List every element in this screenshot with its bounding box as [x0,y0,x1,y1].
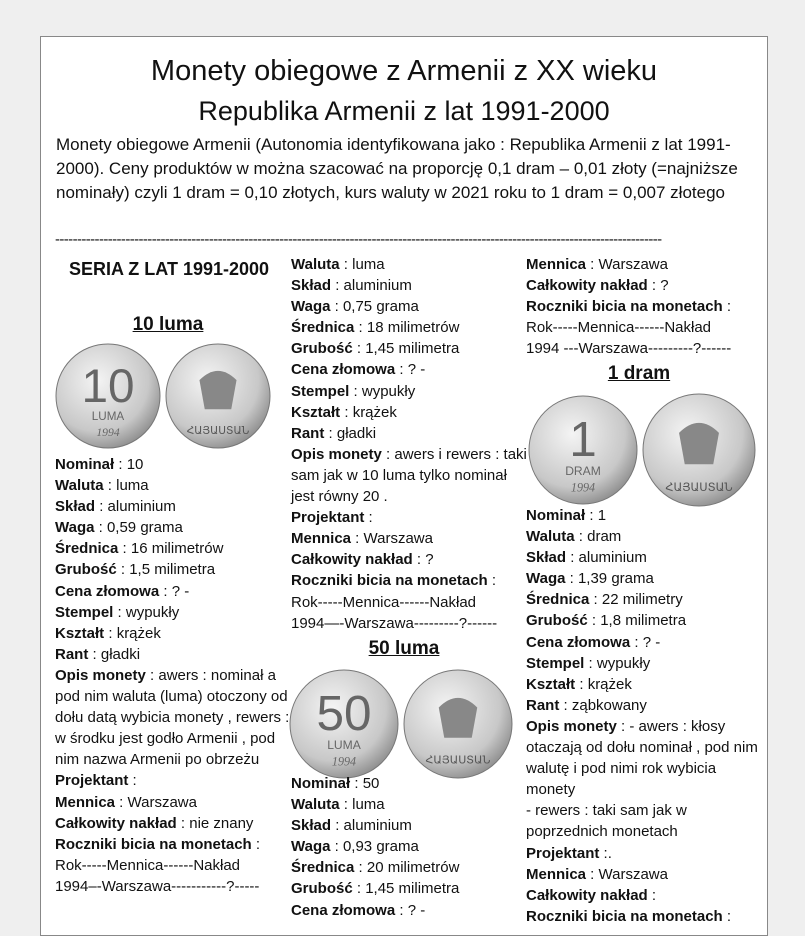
coin-nominal: 50 [316,686,372,741]
field-row [526,632,762,653]
field-label: Kształt [526,675,576,693]
field-label: Nominał [291,775,351,792]
field-row [526,505,762,526]
coin-nominal: 1 [569,412,597,467]
field-row [55,834,291,855]
coin-year: 1994 [331,754,357,769]
field-row [55,559,291,580]
field-value: : ? [412,551,434,569]
field-value: : gładki [88,645,141,663]
field-row [291,296,527,317]
field-value: : aluminium [331,817,412,835]
field-row [291,338,527,359]
field-label: Grubość [291,340,353,358]
field-value: : 1,5 milimetra [116,561,216,579]
series-heading: SERIA Z LAT 1991-2000 [68,259,270,279]
field-value: : 16 milimetrów [118,540,224,558]
field-label: Rant [526,696,560,714]
field-value: 1994—-Warszawa---------?------ [291,614,498,632]
field-value: : nie znany [176,814,254,832]
field-row [291,317,527,338]
coin-images-10-luma [55,342,271,455]
page-subtitle: Republika Armenii z lat 1991-2000 [198,96,610,126]
field-label: Roczniki bicia na monetach [55,835,252,853]
coin-obverse [290,670,398,778]
field-row [291,359,527,380]
field-row [291,549,527,570]
field-label: Cena złomowa [291,361,396,379]
field-value: : krążek [104,624,161,642]
field-label: Grubość [55,561,117,579]
field-row [55,454,291,475]
field-label: Średnica [526,591,590,609]
field-label: Skład [55,498,96,516]
field-label: Waga [526,570,566,588]
field-label: Roczniki bicia na monetach [526,907,723,925]
field-label: Całkowity nakład [291,551,413,569]
field-label: Stempel [291,382,350,400]
field-row [526,610,762,631]
field-row [526,526,762,547]
field-value: : [722,907,732,925]
field-value: : wypukły [349,382,416,400]
field-value: : [251,835,261,853]
field-row [291,900,527,921]
field-value: - rewers : taki sam jak w poprzednich monetach [526,802,687,841]
field-value: : ? - [630,633,661,651]
coat-of-arms-icon [439,698,478,738]
field-row [526,589,762,610]
coat-of-arms-icon [679,423,719,464]
field-value: : 1,8 milimetra [587,612,687,630]
field-value: 1994 ---Warszawa---------?------ [526,340,732,358]
field-value: : Warszawa [351,530,433,548]
coin-year: 1994 [96,425,120,439]
coin-country-name: ՀԱՅԱՍՏԱՆ [665,480,733,495]
field-row [291,528,527,549]
field-value: : 0,93 grama [330,838,419,856]
field-value: : luma [339,796,385,814]
field-row [526,317,762,338]
field-label: Opis monety [291,445,382,463]
field-value: : [722,298,732,316]
field-value: : 1 [585,507,607,524]
field-value: : 22 milimetry [589,591,683,609]
field-label: Cena złomowa [526,633,631,651]
field-value: : Warszawa [115,793,197,811]
field-label: Skład [526,549,567,567]
field-row [55,496,291,517]
coin-currency: LUMA [91,409,125,423]
field-label: Cena złomowa [291,901,396,919]
field-label: Rant [55,645,89,663]
field-label: Projektant [291,509,365,527]
field-row [55,602,291,623]
field-value: : [128,772,137,790]
field-label: Nominał [55,456,115,473]
dashed-separator: ------------------------------------------------------------------------------------------------------------------------------------------ [55,231,662,248]
field-row [291,592,527,613]
field-label: Średnica [291,319,355,337]
field-label: Waga [291,298,331,316]
field-row [55,665,291,770]
field-row [291,794,527,815]
field-label: Opis monety [55,666,146,684]
field-value: : dram [574,528,622,546]
coin-images-50-luma [289,668,513,785]
coin-heading-50-luma: 50 luma [368,638,440,659]
field-row [55,517,291,538]
field-row [291,423,527,444]
field-value: : [647,886,657,904]
intro-paragraph: Monety obiegowe Armenii (Autonomia identyfikowana jako : Republika Armenii z lat 1991-2000). Ceny produktów w można szacować na proporcję 0,1 dram – 0,01 złoty (=najniższe nominały) czyli 1 dram = 0,10 złotych, kurs waluty w 2021 roku to 1 dram = 0,007 złotego [56,135,738,202]
field-value: : luma [103,477,149,495]
field-row [526,800,762,842]
field-label: Nominał [526,507,586,524]
field-row [55,813,291,834]
field-value: : krążek [340,403,397,421]
coin-details-20-luma [291,254,527,634]
field-row [526,653,762,674]
field-value: : ? [647,277,669,295]
coin-currency: LUMA [327,737,361,752]
field-row [55,475,291,496]
field-value: : ? - [395,901,426,919]
field-label: Mennica [55,793,116,811]
field-value: : aluminium [566,549,647,567]
coin-heading-10-luma: 10 luma [132,314,204,335]
field-row [55,876,291,897]
field-label: Waluta [526,528,575,546]
field-label: Skład [291,277,332,295]
field-row [526,695,762,716]
field-row [526,338,762,359]
field-value: : aluminium [95,498,176,516]
field-row [526,275,762,296]
field-row [526,547,762,568]
field-value: :. [599,844,612,862]
field-label: Całkowity nakład [55,814,177,832]
field-value: : wypukły [113,603,180,621]
page-title: Monety obiegowe z Armenii z XX wieku [150,55,658,87]
field-row [291,507,527,528]
field-label: Całkowity nakład [526,277,648,295]
coin-details-10-luma [55,454,291,897]
field-value: : 18 milimetrów [354,319,460,337]
field-label: Kształt [291,403,341,421]
field-value: : 20 milimetrów [354,859,460,877]
coin-heading-1-dram: 1 dram [607,363,671,384]
field-row [291,402,527,423]
coin-obverse [529,396,637,504]
field-row [291,381,527,402]
field-value: : [364,509,373,527]
field-row [291,275,527,296]
field-row [55,623,291,644]
field-label: Mennica [526,256,587,273]
field-row [55,644,291,665]
field-label: Cena złomowa [55,582,160,600]
field-row [55,538,291,559]
field-label: Skład [291,817,332,835]
field-value: : 50 [350,775,380,792]
field-label: Waluta [291,256,340,273]
field-value: : wypukły [584,654,651,672]
field-value: : ? - [159,582,190,600]
field-value: : 1,45 milimetra [352,340,460,358]
field-label: Mennica [526,865,587,883]
coin-nominal: 10 [81,360,135,413]
coin-reverse [404,670,512,778]
coin-images-1-dram [528,392,756,513]
field-label: Stempel [526,654,585,672]
field-row [291,613,527,634]
field-value: : Warszawa [586,256,668,273]
field-row [526,864,762,885]
field-value: : ząbkowany [559,696,647,714]
field-label: Całkowity nakład [526,886,648,904]
field-value: 1994–-Warszawa-----------?----- [55,877,260,895]
field-value: : ? - [395,361,426,379]
field-row [526,674,762,695]
field-label: Średnica [55,540,119,558]
field-value: : - awers : kłosy otaczają od dołu nominał , pod nim walutę i pod nimi rok wybicia monety [526,717,758,799]
field-label: Waga [55,519,95,537]
field-value: : [487,572,497,590]
field-value: : luma [339,256,385,273]
coin-details-50-luma-cont [526,254,762,359]
field-value: Rok-----Mennica------Nakład [291,593,477,611]
field-label: Kształt [55,624,105,642]
field-label: Roczniki bicia na monetach [291,572,488,590]
field-value: : aluminium [331,277,412,295]
field-label: Projektant [526,844,600,862]
field-label: Mennica [291,530,352,548]
field-row [526,568,762,589]
field-value: : 1,45 milimetra [352,880,460,898]
field-row [526,885,762,906]
field-value: : krążek [575,675,632,693]
field-value: : awers : nominał a pod nim waluta (luma) otoczony od dołu datą wybicia monety , rewers : w środku jest godło Armenii , pod nim nazwa Armenii po obrzeżu [55,666,290,769]
field-value: : 1,39 grama [565,570,654,588]
field-label: Waga [291,838,331,856]
coin-reverse [166,344,270,448]
field-label: Grubość [526,612,588,630]
field-value: Rok-----Mennica------Nakład [526,319,712,337]
field-row [526,254,762,275]
field-value: : 0,75 grama [330,298,419,316]
field-label: Roczniki bicia na monetach [526,298,723,316]
field-label: Rant [291,424,325,442]
coin-details-1-dram [526,505,762,927]
field-label: Opis monety [526,717,617,735]
field-row [291,857,527,878]
field-value: : Warszawa [586,865,668,883]
field-row [526,296,762,317]
coin-obverse [56,344,160,448]
field-label: Średnica [291,859,355,877]
coin-country-name: ՀԱՅԱՍՏԱՆ [425,753,491,767]
field-value: Rok-----Mennica------Nakład [55,856,241,874]
field-label: Waluta [55,477,104,495]
field-row [55,581,291,602]
field-value: : awers i rewers : taki sam jak w 10 luma tylko nominał jest równy 20 . [291,445,527,506]
field-row [291,878,527,899]
field-row [55,855,291,876]
field-row [526,716,762,800]
field-label: Waluta [291,796,340,814]
field-row [291,254,527,275]
coin-currency: DRAM [565,463,601,478]
field-row [291,815,527,836]
field-label: Grubość [291,880,353,898]
coin-reverse [643,394,755,506]
field-row [291,444,527,507]
coin-year: 1994 [570,480,596,495]
field-label: Projektant [55,772,129,790]
field-row [55,792,291,813]
field-value: : gładki [324,424,377,442]
field-row [291,836,527,857]
coat-of-arms-icon [199,371,236,409]
field-label: Stempel [55,603,114,621]
field-value: : 0,59 grama [94,519,183,537]
field-row [291,570,527,591]
field-row [55,770,291,791]
field-value: : 10 [114,456,144,473]
field-row [291,773,527,794]
coin-country-name: ՀԱՅԱՍՏԱՆ [186,425,250,438]
field-row [526,843,762,864]
coin-details-50-luma [291,773,527,921]
